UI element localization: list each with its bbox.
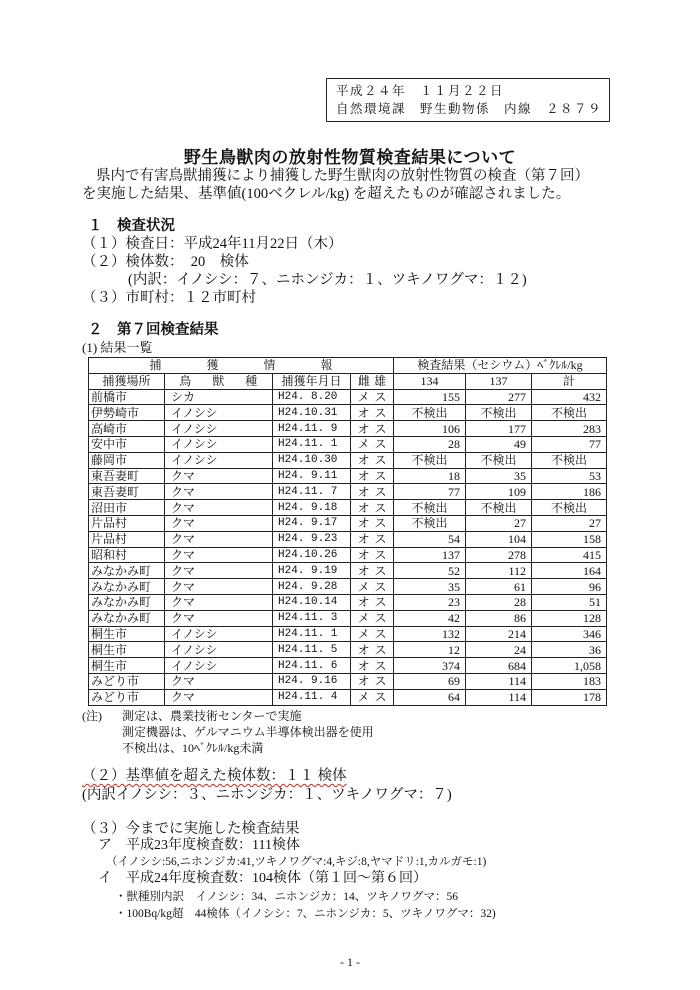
place-cell: 沼田市 <box>89 500 165 516</box>
sex-cell: オス <box>351 673 394 689</box>
cs134-cell: 52 <box>394 563 466 579</box>
capture-info-header: 捕 獲 情 報 <box>89 358 394 374</box>
species-cell: クマ <box>165 563 273 579</box>
species-cell: イノシシ <box>165 436 273 452</box>
sex-cell: オス <box>351 658 394 674</box>
total-cell: 346 <box>532 626 607 642</box>
place-cell: みどり市 <box>89 673 165 689</box>
sex-cell: オス <box>351 642 394 658</box>
table-row <box>89 594 607 610</box>
page-number: - 1 - <box>340 955 360 969</box>
date-cell: H24. 9.28 <box>273 579 351 595</box>
note-line: 測定は、農業技術センターで実施 <box>122 709 302 723</box>
total-cell: 不検出 <box>532 405 607 421</box>
cs134-cell: 35 <box>394 579 466 595</box>
cs134-cell: 28 <box>394 436 466 452</box>
cs137-cell: 114 <box>466 689 532 705</box>
species-cell: シカ <box>165 389 273 405</box>
sex-cell: メス <box>351 626 394 642</box>
date-cell: H24. 9.19 <box>273 563 351 579</box>
results-table <box>88 357 607 706</box>
place-cell: 桐生市 <box>89 642 165 658</box>
cs137-cell: 684 <box>466 658 532 674</box>
date-cell: H24.11. 4 <box>273 689 351 705</box>
total-cell: 不検出 <box>532 500 607 516</box>
place-cell: みなかみ町 <box>89 610 165 626</box>
total-cell: 283 <box>532 421 607 437</box>
sex-cell: メス <box>351 389 394 405</box>
over-limit-heading-text: （２）基準値を超えた検体数：１１ 検体 <box>82 768 347 784</box>
species-cell: イノシシ <box>165 642 273 658</box>
species-cell: クマ <box>165 500 273 516</box>
date-cell: H24.11. 9 <box>273 421 351 437</box>
table-row <box>89 484 607 500</box>
cs137-cell: 28 <box>466 594 532 610</box>
species-cell: クマ <box>165 673 273 689</box>
table-row <box>89 531 607 547</box>
sex-cell: オス <box>351 500 394 516</box>
cs134-cell: 374 <box>394 658 466 674</box>
column-header-place: 捕獲場所 <box>89 373 165 389</box>
department-contact: 自然環境課 野生動物係 内線 ２８７９ <box>336 102 603 116</box>
date-cell: H24.11. 5 <box>273 642 351 658</box>
total-cell: 432 <box>532 389 607 405</box>
document-title: 野生鳥獣肉の放射性物質検査結果について <box>183 148 517 167</box>
date-cell: H24. 9.23 <box>273 531 351 547</box>
species-cell: クマ <box>165 579 273 595</box>
total-cell: 53 <box>532 468 607 484</box>
cs137-cell: 278 <box>466 547 532 563</box>
cs137-cell: 35 <box>466 468 532 484</box>
issue-date: 平成２４年 １１月２２日 <box>336 84 505 98</box>
table-row <box>89 563 607 579</box>
place-cell: みどり市 <box>89 689 165 705</box>
date-cell: H24.11. 6 <box>273 658 351 674</box>
cs137-cell: 不検出 <box>466 405 532 421</box>
place-cell: みなかみ町 <box>89 563 165 579</box>
species-cell: クマ <box>165 484 273 500</box>
results-list-heading: (1) 結果一覧 <box>82 340 153 355</box>
date-cell: H24.10.14 <box>273 594 351 610</box>
place-cell: 桐生市 <box>89 626 165 642</box>
total-cell: 27 <box>532 515 607 531</box>
date-cell: H24.10.30 <box>273 452 351 468</box>
date-cell: H24. 9.17 <box>273 515 351 531</box>
table-row <box>89 579 607 595</box>
place-cell: 東吾妻町 <box>89 468 165 484</box>
info-box <box>326 78 610 122</box>
total-cell: 51 <box>532 594 607 610</box>
place-cell: 片品村 <box>89 515 165 531</box>
column-header-date: 捕獲年月日 <box>273 373 351 389</box>
sex-cell: オス <box>351 531 394 547</box>
sex-cell: オス <box>351 452 394 468</box>
species-cell: クマ <box>165 515 273 531</box>
table-row <box>89 689 607 705</box>
cs137-cell: 112 <box>466 563 532 579</box>
cs134-cell: 不検出 <box>394 405 466 421</box>
place-cell: 高崎市 <box>89 421 165 437</box>
note-line: 測定機器は、ゲルマニウム半導体検出器を使用 <box>122 725 374 739</box>
sex-cell: オス <box>351 468 394 484</box>
total-cell: 77 <box>532 436 607 452</box>
cs134-cell: 69 <box>394 673 466 689</box>
cs137-cell: 不検出 <box>466 500 532 516</box>
date-cell: H24. 9.11 <box>273 468 351 484</box>
date-cell: H24.11. 3 <box>273 610 351 626</box>
species-cell: イノシシ <box>165 626 273 642</box>
date-cell: H24.11. 1 <box>273 436 351 452</box>
sex-cell: オス <box>351 484 394 500</box>
cs137-cell: 24 <box>466 642 532 658</box>
section-1-heading: １ 検査状況 <box>88 218 175 234</box>
species-cell: クマ <box>165 531 273 547</box>
cs134-cell: 155 <box>394 389 466 405</box>
cs134-cell: 不検出 <box>394 452 466 468</box>
place-cell: 東吾妻町 <box>89 484 165 500</box>
cs137-cell: 86 <box>466 610 532 626</box>
cs134-cell: 23 <box>394 594 466 610</box>
species-cell: クマ <box>165 689 273 705</box>
place-cell: 昭和村 <box>89 547 165 563</box>
municipality-count: （３）市町村：１２市町村 <box>82 290 256 306</box>
place-cell: みなかみ町 <box>89 594 165 610</box>
table-row <box>89 452 607 468</box>
place-cell: 片品村 <box>89 531 165 547</box>
total-cell: 178 <box>532 689 607 705</box>
fy23-count: ア 平成23年度検査数：111検体 <box>98 838 300 853</box>
sex-cell: オス <box>351 547 394 563</box>
table-row <box>89 421 607 437</box>
table-row <box>89 547 607 563</box>
table-column-header-row <box>89 373 607 389</box>
total-cell: 183 <box>532 673 607 689</box>
species-cell: クマ <box>165 594 273 610</box>
total-cell: 164 <box>532 563 607 579</box>
column-header-cs137: 137 <box>466 373 532 389</box>
cs134-cell: 不検出 <box>394 500 466 516</box>
table-row <box>89 436 607 452</box>
place-cell: 安中市 <box>89 436 165 452</box>
species-cell: イノシシ <box>165 452 273 468</box>
table-row <box>89 405 607 421</box>
cs137-cell: 49 <box>466 436 532 452</box>
place-cell: みなかみ町 <box>89 579 165 595</box>
species-cell: イノシシ <box>165 405 273 421</box>
table-row <box>89 642 607 658</box>
sex-cell: メス <box>351 579 394 595</box>
cs137-cell: 104 <box>466 531 532 547</box>
total-cell: 158 <box>532 531 607 547</box>
cs137-cell: 177 <box>466 421 532 437</box>
sex-cell: オス <box>351 405 394 421</box>
sex-cell: オス <box>351 563 394 579</box>
sample-breakdown: (内訳：イノシシ：７、ニホンジカ：１、ツキノワグマ：１２) <box>128 272 527 288</box>
cs134-cell: 54 <box>394 531 466 547</box>
cs134-cell: 77 <box>394 484 466 500</box>
column-header-species: 鳥 獣 種 <box>165 373 273 389</box>
cs137-cell: 277 <box>466 389 532 405</box>
total-cell: 415 <box>532 547 607 563</box>
table-row <box>89 673 607 689</box>
cs134-cell: 42 <box>394 610 466 626</box>
note-line: 不検出は、10ﾍﾞｸﾚﾙ/kg未満 <box>122 741 264 755</box>
date-cell: H24. 9.18 <box>273 500 351 516</box>
results-table-body <box>89 389 607 705</box>
sex-cell: オス <box>351 421 394 437</box>
date-cell: H24. 8.20 <box>273 389 351 405</box>
total-cell: 96 <box>532 579 607 595</box>
table-group-header-row <box>89 358 607 374</box>
sex-cell: オス <box>351 515 394 531</box>
test-results-header: 検査結果（セシウム）ﾍﾞｸﾚﾙ/kg <box>394 358 607 374</box>
over-limit-breakdown: (内訳イノシシ：３、ニホンジカ：１、ツキノワグマ：７) <box>82 787 452 803</box>
table-row <box>89 626 607 642</box>
table-row <box>89 515 607 531</box>
total-cell: 36 <box>532 642 607 658</box>
cs137-cell: 27 <box>466 515 532 531</box>
date-cell: H24.10.31 <box>273 405 351 421</box>
date-cell: H24. 9.16 <box>273 673 351 689</box>
cs134-cell: 18 <box>394 468 466 484</box>
cs134-cell: 137 <box>394 547 466 563</box>
cs134-cell: 不検出 <box>394 515 466 531</box>
place-cell: 前橋市 <box>89 389 165 405</box>
sex-cell: メス <box>351 610 394 626</box>
cs137-cell: 214 <box>466 626 532 642</box>
total-cell: 不検出 <box>532 452 607 468</box>
species-cell: クマ <box>165 468 273 484</box>
cs134-cell: 106 <box>394 421 466 437</box>
place-cell: 藤岡市 <box>89 452 165 468</box>
species-cell: イノシシ <box>165 658 273 674</box>
species-cell: イノシシ <box>165 421 273 437</box>
fy23-breakdown: （イノシシ:56,ニホンジカ:41,ツキノワグマ:4,キジ:8,ヤマドリ:1,カルガモ:1) <box>106 856 487 868</box>
over-limit-heading <box>82 767 347 785</box>
date-cell: H24.11. 7 <box>273 484 351 500</box>
sex-cell: メス <box>351 436 394 452</box>
column-header-cs134: 134 <box>394 373 466 389</box>
species-cell: クマ <box>165 610 273 626</box>
total-cell: 1,058 <box>532 658 607 674</box>
inspection-date: （１）検査日：平成24年11月22日（木） <box>82 236 343 252</box>
sex-cell: メス <box>351 689 394 705</box>
date-cell: H24.10.26 <box>273 547 351 563</box>
total-cell: 186 <box>532 484 607 500</box>
date-cell: H24.11. 1 <box>273 626 351 642</box>
cs137-cell: 109 <box>466 484 532 500</box>
fy24-count: イ 平成24年度検査数：104検体（第１回～第６回） <box>98 871 427 886</box>
cs134-cell: 64 <box>394 689 466 705</box>
fy24-species-breakdown: ・獣種別内訳 イノシシ：34、ニホンジカ：14、ツキノワグマ：56 <box>115 891 459 903</box>
cs137-cell: 不検出 <box>466 452 532 468</box>
species-cell: クマ <box>165 547 273 563</box>
table-row <box>89 610 607 626</box>
intro-line: 県内で有害鳥獣捕獲により捕獲した野生獣肉の放射性物質の検査（第７回） <box>96 168 589 184</box>
sex-cell: オス <box>351 594 394 610</box>
table-row <box>89 468 607 484</box>
cs137-cell: 114 <box>466 673 532 689</box>
fy24-over-limit: ・100Bq/kg超 44検体（イノシシ：7、ニホンジカ：5、ツキノワグマ：32) <box>115 908 496 920</box>
notes-label: (注) <box>82 709 102 723</box>
column-header-sex: 雌雄 <box>351 373 394 389</box>
sample-count: （２）検体数： 20 検体 <box>82 254 249 270</box>
table-row <box>89 389 607 405</box>
cs134-cell: 132 <box>394 626 466 642</box>
table-row <box>89 658 607 674</box>
place-cell: 伊勢崎市 <box>89 405 165 421</box>
place-cell: 桐生市 <box>89 658 165 674</box>
intro-line: を実施した結果、基準値(100ベクレル/kg) を超えたものが確認されました。 <box>82 186 571 202</box>
table-row <box>89 500 607 516</box>
cs137-cell: 61 <box>466 579 532 595</box>
cumulative-results-heading: （３）今までに実施した検査結果 <box>82 821 300 837</box>
cs134-cell: 12 <box>394 642 466 658</box>
column-header-total: 計 <box>532 373 607 389</box>
section-2-heading: ２ 第７回検査結果 <box>88 322 219 338</box>
total-cell: 128 <box>532 610 607 626</box>
